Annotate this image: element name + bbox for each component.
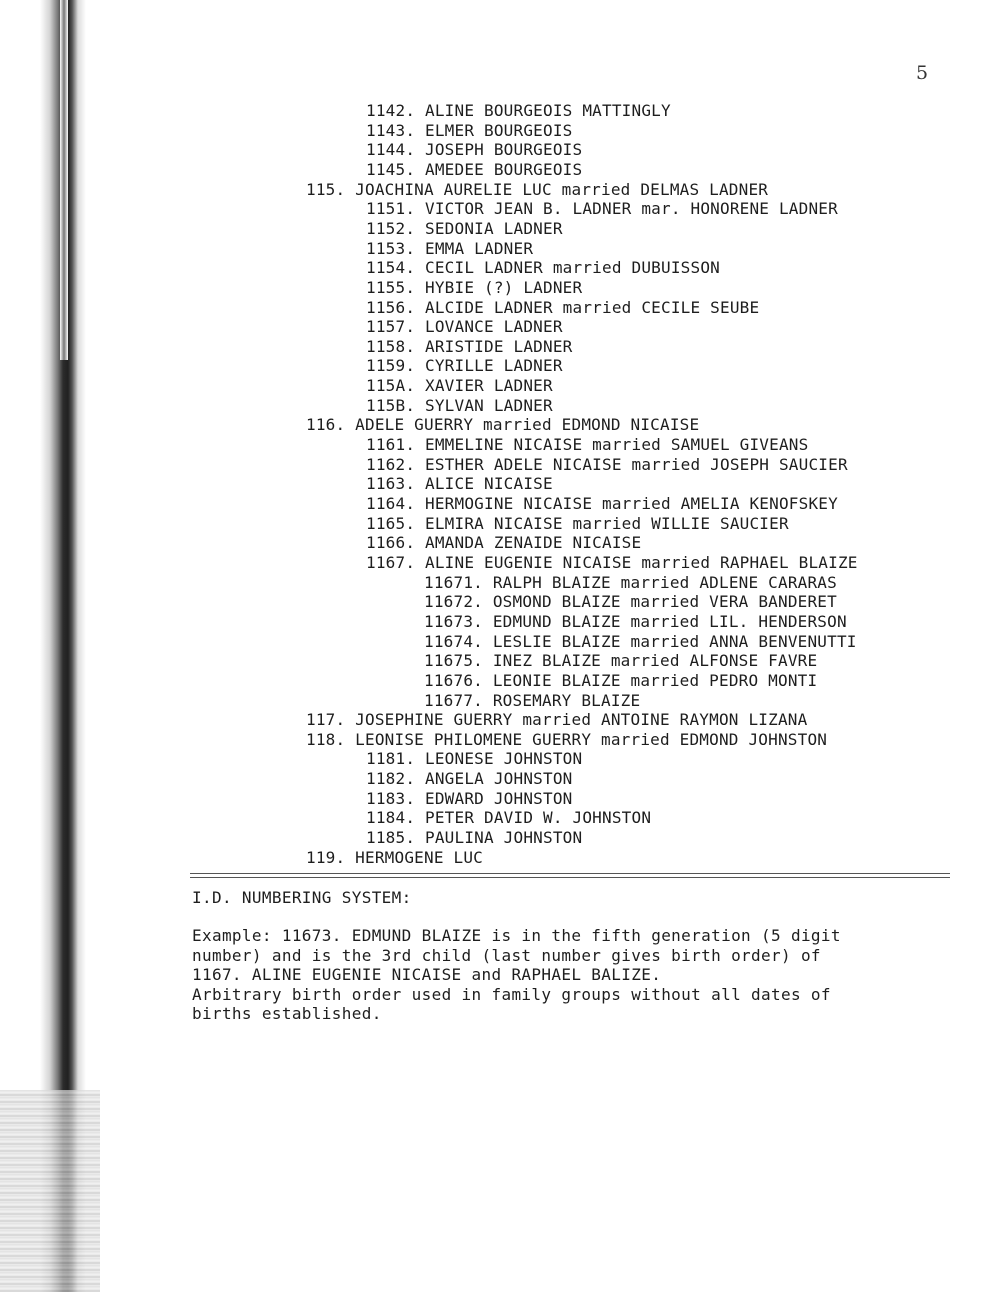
genealogy-entry: 1166. AMANDA ZENAIDE NICAISE: [366, 533, 642, 553]
numbering-line: 1167. ALINE EUGENIE NICAISE and RAPHAEL BALIZE.: [192, 965, 662, 984]
genealogy-entry: 11674. LESLIE BLAIZE married ANNA BENVENUTTI: [424, 631, 857, 651]
genealogy-entry: 1163. ALICE NICAISE: [366, 474, 553, 494]
genealogy-entry: 11675. INEZ BLAIZE married ALFONSE FAVRE: [424, 651, 818, 671]
genealogy-entry: 117. JOSEPHINE GUERRY married ANTOINE RAYMON LIZANA: [306, 710, 808, 730]
genealogy-entry: 1182. ANGELA JOHNSTON: [366, 769, 573, 789]
genealogy-entry: 119. HERMOGENE LUC: [306, 847, 483, 867]
genealogy-entry: 1144. JOSEPH BOURGEOIS: [366, 140, 583, 160]
genealogy-entry: 1143. ELMER BOURGEOIS: [366, 120, 573, 140]
genealogy-entry: 1142. ALINE BOURGEOIS MATTINGLY: [366, 101, 671, 120]
genealogy-entry: 1159. CYRILLE LADNER: [366, 356, 563, 376]
genealogy-entry: 116. ADELE GUERRY married EDMOND NICAISE: [306, 415, 700, 435]
genealogy-entry: 1162. ESTHER ADELE NICAISE married JOSEPH SAUCIER: [366, 454, 848, 474]
numbering-heading: I.D. NUMBERING SYSTEM:: [192, 888, 412, 907]
genealogy-entry: 1164. HERMOGINE NICAISE married AMELIA KENOFSKEY: [366, 494, 838, 513]
numbering-line: Arbitrary birth order used in family groups without all dates of: [192, 984, 831, 1004]
genealogy-entry: 1181. LEONESE JOHNSTON: [366, 749, 583, 769]
page-number: 5: [916, 62, 929, 84]
numbering-line: Example: 11673. EDMUND BLAIZE is in the fifth generation (5 digit: [192, 926, 841, 945]
genealogy-entry: 1157. LOVANCE LADNER: [366, 317, 563, 337]
genealogy-entry: 1161. EMMELINE NICAISE married SAMUEL GIVEANS: [366, 435, 809, 455]
section-divider-top: [190, 873, 950, 874]
genealogy-entry: 1156. ALCIDE LADNER married CECILE SEUBE: [366, 297, 760, 317]
genealogy-entry: 11672. OSMOND BLAIZE married VERA BANDERET: [424, 592, 837, 612]
scan-edge-streak: [60, 0, 68, 360]
genealogy-entry: 1153. EMMA LADNER: [366, 238, 534, 258]
genealogy-entry: 1165. ELMIRA NICAISE married WILLIE SAUCIER: [366, 513, 789, 533]
genealogy-entry: 1183. EDWARD JOHNSTON: [366, 788, 573, 808]
genealogy-entry: 1155. HYBIE (?) LADNER: [366, 277, 583, 297]
genealogy-entry: 118. LEONISE PHILOMENE GUERRY married EDMOND JOHNSTON: [306, 729, 828, 749]
genealogy-entry: 11671. RALPH BLAIZE married ADLENE CARARAS: [424, 572, 837, 592]
numbering-line: number) and is the 3rd child (last number gives birth order) of: [192, 945, 821, 965]
genealogy-entry: 1185. PAULINA JOHNSTON: [366, 828, 583, 848]
numbering-line: births established.: [192, 1004, 382, 1023]
genealogy-entry: 1184. PETER DAVID W. JOHNSTON: [366, 808, 652, 828]
scan-noise-corner: [0, 1090, 100, 1292]
genealogy-entry: 1154. CECIL LADNER married DUBUISSON: [366, 258, 720, 278]
genealogy-entry: 1152. SEDONIA LADNER: [366, 218, 563, 238]
genealogy-entry: 11673. EDMUND BLAIZE married LIL. HENDERSON: [424, 611, 847, 631]
section-divider-bottom: [190, 877, 950, 878]
genealogy-entry: 1145. AMEDEE BOURGEOIS: [366, 159, 583, 179]
genealogy-entry: 115. JOACHINA AURELIE LUC married DELMAS LADNER: [306, 179, 769, 199]
genealogy-entry: 11677. ROSEMARY BLAIZE: [424, 690, 641, 710]
genealogy-entry: 11676. LEONIE BLAIZE married PEDRO MONTI: [424, 670, 818, 690]
genealogy-entry: 1158. ARISTIDE LADNER: [366, 336, 573, 356]
genealogy-entry: 115B. SYLVAN LADNER: [366, 395, 553, 415]
genealogy-entry: 1167. ALINE EUGENIE NICAISE married RAPHAEL BLAIZE: [366, 552, 858, 572]
genealogy-entry: 1151. VICTOR JEAN B. LADNER mar. HONORENE LADNER: [366, 199, 838, 219]
genealogy-entry: 115A. XAVIER LADNER: [366, 376, 553, 396]
